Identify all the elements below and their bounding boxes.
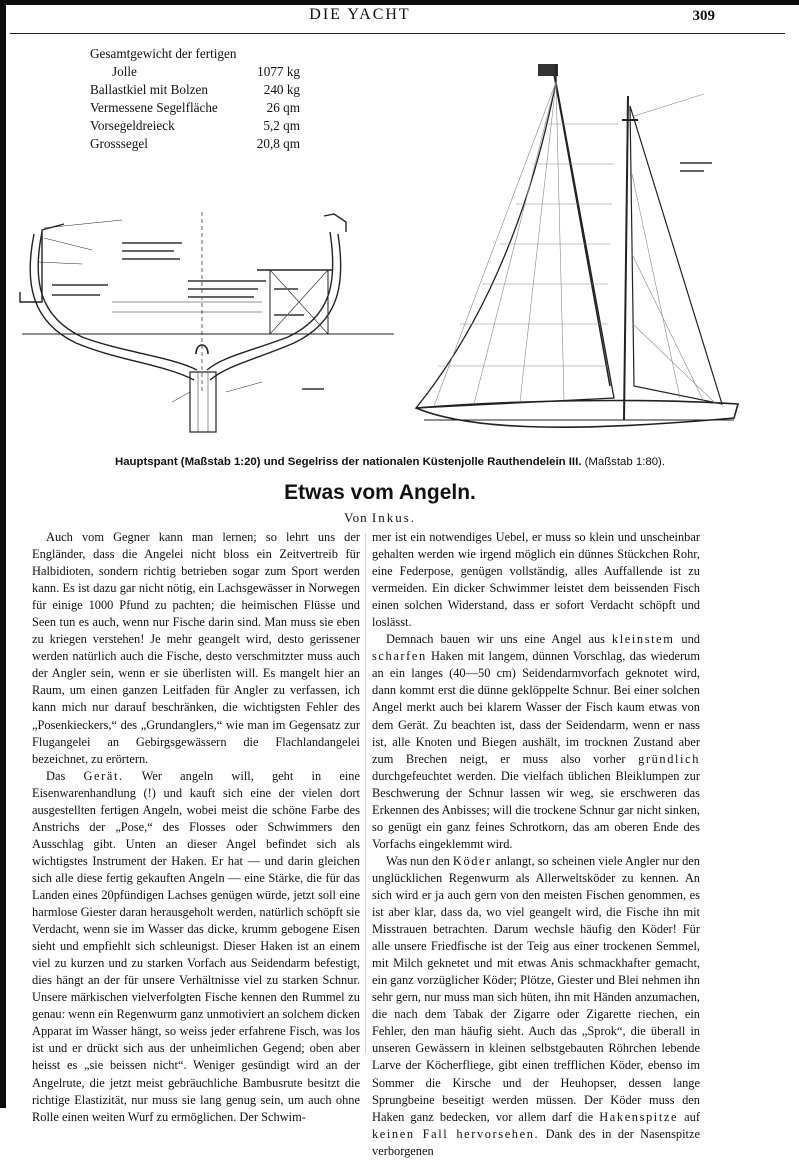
text-run: Dank des in der Nasenspitze verborgenen [372, 1126, 701, 1158]
spec-label: Ballastkiel mit Bolzen [90, 82, 208, 97]
spec-row [90, 117, 300, 135]
article-column-right [372, 529, 700, 1160]
text-run: Demnach bauen wir uns eine Angel aus [386, 632, 612, 647]
paragraph [372, 853, 700, 1160]
emphasized-text: Köder [452, 853, 492, 868]
text-run: durchgefeuchtet werden. Die vielfach üblichen Bleiklumpen zur Beschwerung der Schnur lassen wir weg, sie erschweren das Erkennen des Anbisses; will die trockene Schnur gar nicht sinken, so genügt ein ganz feines Schrotkorn, das am oberen Ende des Vorfachs eingeklemmt wird. [372, 768, 700, 851]
page-edge-left [0, 0, 6, 1108]
spec-row [90, 135, 300, 153]
running-title: DIE YACHT [309, 6, 411, 23]
page-number: 309 [692, 8, 715, 24]
spec-value: 26 qm [266, 100, 300, 115]
text-run: mer ist ein notwendiges Uebel, er muss so klein und unscheinbar gehalten werden wie irgend möglich ein dünnes Stückchen Rohr, eine Federpose, genügen vollständig, alles Auffallende ist zu vermeiden. Ein dicker Schwimmer leistet dem beissenden Fisch einen solchen Widerstand, dass er sofort Verdacht schöpft und loslässt. [372, 530, 700, 630]
column-divider [365, 533, 366, 1053]
text-run: Wer angeln will, geht in eine Eisenwarenhandlung (!) und kauft sich eine der vielen dort ausgestellten fertigen Angeln, wobei meist die schöne Farbe des Anstrichs der „Pose,“ des Flosses oder Schwimmers den Ausschlag gibt. Unten an dieser Angel befindet sich als wichtigstes Instrument der Haken. Er hat — und darin gleichen sich alle diese fertig gekauften Angeln — eine Stärke, die für das Landen eines 20pfündigen Lachses genügen würde, jetzt soll eine harmlose Giester daran herausgeholt werden, natürlich schöpft sie Verdacht, wenn sie im Wasser das dicke, krumm gebogene Eisen sieht und empfiehlt sich schleunigst. Dieser Haken ist an einem viel zu kurzen und zu starken Vorfach aus Seidendarm befestigt, dies hängt an der für unsere Verhältnisse viel zu starken Schnur. Unsere märkischen vielverfolgten Fische kennen den Rummel zu genau: wenn ein Regenwurm ganz unmotiviert an solchem dicken Apparat im Wasser hängt, so weiss jeder erfahrene Fisch, was los ist und er drückt sich aus der unheimlichen Gegend; oben aber heisst es „sie beissen nicht“. Weniger gesündigt wird an der Angelrute, die jetzt meist gebräuchliche Bambusrute besitzt die richtige Elastizität, nur muss sie lang genug sein, um auch ohne Rolle einen weiten Wurf zu ermöglichen. Der Schwim- [32, 768, 360, 1124]
paragraph [372, 529, 700, 631]
text-run: Was nun den [386, 853, 453, 868]
spec-value: 5,2 qm [263, 118, 300, 133]
article-column-left [32, 529, 360, 1126]
spec-row [90, 81, 300, 99]
emphasized-text: scharfen [372, 649, 427, 664]
emphasized-text: Gerät. [83, 768, 124, 783]
text-run: anlangt, so scheinen viele Angler nur den unglücklichen Regenwurm als Allerweltsköder zu kennen. An sich wird er ja auch gern von den meisten Fischen genommen, es ist aber klar, dass da, wo viel geangelt wird, die Fische ihn mit Misstrauen betrachten. Darum wechsle häufig den Köder! Für alle unsere Friedfische ist der Teig aus einer trockenen Semmel, mit Milch geknetet und mit etwas Anis schmackhafter gemacht, ein ganz vorzüglicher Köder; Plötze, Giester und Blei nehmen ihn sehr gern, nur muss man sich hüten, ihn mit Händen anzumachen, die nach dem Tabak der Zigarre oder Zigarette riechen, ein Fehler, den man häufig sieht. Auch das „Sprok“, die überall in unseren Gewässern in kleinen selbstgebauten Röhrchen lebende Larve der Köcherfliege, gibt einen trefflichen Köder, ebenso im Sommer die Kirsche und der Heuhopser, dessen lange Sprungbeine beseitigt werden müssen. Der Köder muss den Haken ganz bedecken, vor allem darf die [372, 853, 701, 1124]
figure-caption-scale: (Maßstab 1:80). [584, 456, 666, 468]
article-title: Etwas vom Angeln. [284, 481, 476, 504]
paragraph [32, 529, 360, 768]
spec-row [90, 45, 300, 63]
spec-label: Vermessene Segelfläche [90, 100, 218, 115]
text-run: und [674, 632, 700, 647]
text-run: Das [46, 768, 84, 783]
text-run: auf [678, 1109, 700, 1124]
page-header [0, 4, 799, 30]
boat-specifications [90, 45, 300, 153]
emphasized-text: gründlich [638, 751, 700, 766]
header-rule [10, 33, 785, 34]
spec-value: 20,8 qm [256, 136, 300, 151]
paragraph [372, 631, 700, 853]
emphasized-text: Hakenspitze [599, 1109, 679, 1124]
emphasized-text: kleinstem [611, 632, 675, 647]
figure-caption [10, 456, 770, 468]
sail-plan-drawing [404, 54, 764, 446]
spec-label: Gesamtgewicht der fertigen [90, 46, 237, 61]
spec-row [90, 99, 300, 117]
spec-label: Grosssegel [90, 136, 148, 151]
byline-prefix: Von [343, 510, 368, 525]
spec-label: Vorsegeldreieck [90, 118, 175, 133]
figure-caption-bold: Hauptspant (Maßstab 1:20) und Segelriss der nationalen Küstenjolle Rauthendelein III. [114, 456, 582, 468]
spec-label: Jolle [112, 64, 137, 79]
text-run: Auch vom Gegner kann man lernen; so lehrt uns der Engländer, dass die Angelei nicht bloss ein Zeitvertreib für Halbidioten, sondern richtig betrieben sogar zum Sport werden kann. Es ist dazu gar nicht nötig, ein Lachsgewässer in Norwegen für einige 1000 Pfund zu pachten; die heimischen Flüsse und Seen tun es auch, wenn nur Fische darin sind. Man muss sie eben zu kriegen verstehen! Je mehr geangelt wird, desto gerissener werden natürlich auch die Fische, desto verschmitzter muss auch der Angler sein, wenn er sie überlisten will. Es mangelt hier an Raum, um einen ganzen Leitfaden für Angler zu verfassen, ich kann mich nur darauf beschränken, die wichtigsten Fehler des „Posenkieckers,“ des „Grundanglers,“ wie man im Gegensatz zur Flugangelei an Gebirgsgewässern die Flachlandangelei bezeichnet, zu erörtern. [32, 530, 360, 766]
paragraph [32, 768, 360, 1126]
text-run: Haken mit langem, dünnen Vorschlag, das wiederum an ein langes (40—50 cm) Seidendarmvorfach geknotet wird, dann kommt erst die dünne geklöppelte Schnur. Bei einer solchen Angel merkt auch bei klarem Wasser der Fisch kaum etwas von dem Gerät. Zu beachten ist, dass der Seidendarm, wenn er nass ist, alle Knoten und Biegen aushält, im trocknen Zustand aber zum Brechen neigt, er muss also vorher [372, 649, 700, 766]
spec-row [90, 63, 300, 81]
spec-value: 1077 kg [257, 64, 300, 79]
byline-author: Inkus. [371, 510, 417, 525]
article-byline [0, 510, 760, 526]
spec-value: 240 kg [263, 82, 300, 97]
midship-section-drawing [12, 192, 404, 444]
emphasized-text: keinen Fall hervorsehen. [372, 1126, 540, 1141]
